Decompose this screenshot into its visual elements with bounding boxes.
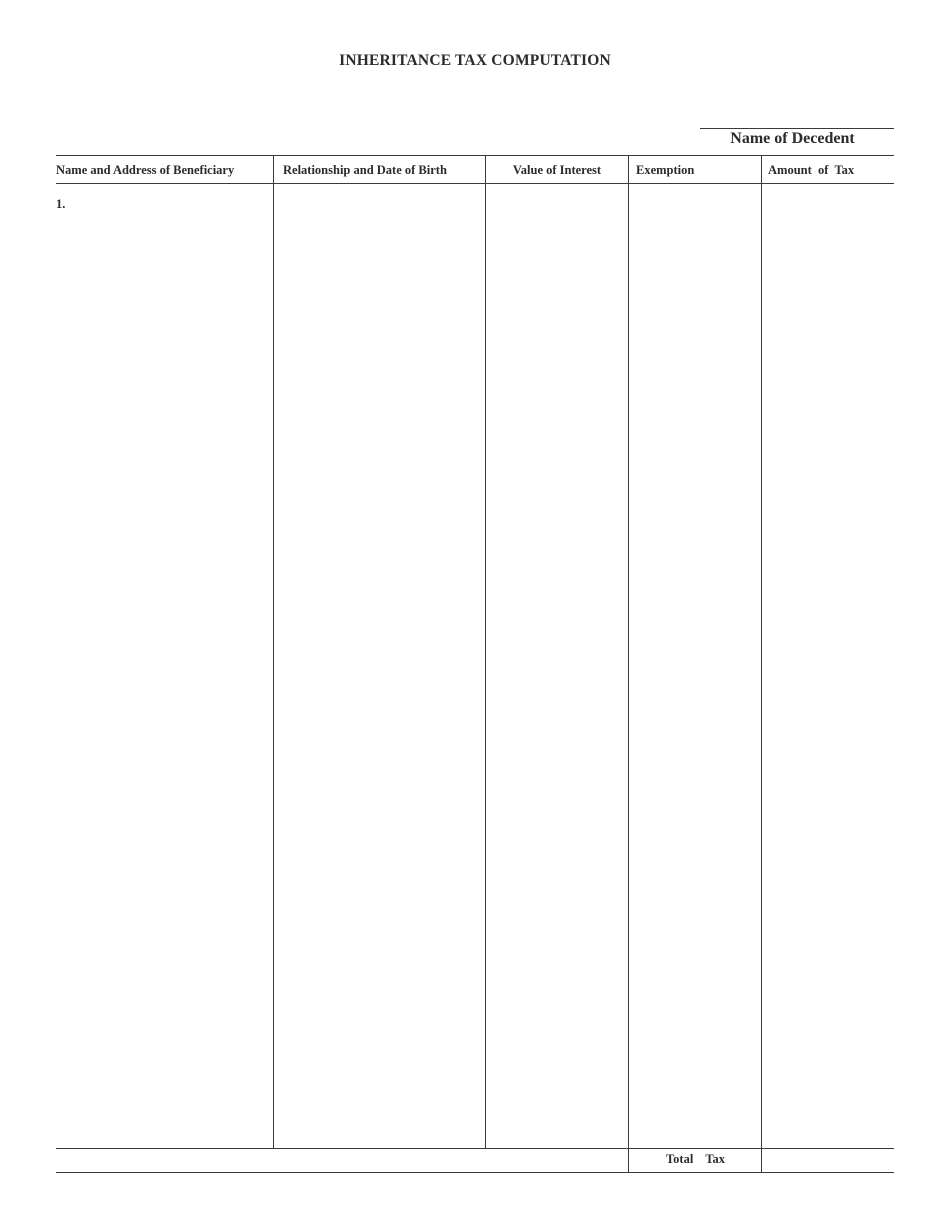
- row-number: 1.: [56, 197, 66, 211]
- amount-of-tax-entry-cell[interactable]: [762, 184, 894, 1148]
- total-tax-field[interactable]: [762, 1149, 894, 1172]
- total-tax-label: Total Tax: [665, 1152, 726, 1166]
- decedent-name-label: Name of Decedent: [730, 130, 855, 147]
- table-bottom-rule: [56, 1172, 894, 1173]
- header-value-of-interest: Value of Interest: [512, 163, 602, 177]
- header-exemption: Exemption: [636, 163, 695, 177]
- value-of-interest-entry-cell[interactable]: [486, 184, 628, 1148]
- decedent-name-line[interactable]: [700, 128, 894, 129]
- table-top-rule: [56, 155, 894, 156]
- exemption-entry-cell[interactable]: [629, 184, 761, 1148]
- form-title: INHERITANCE TAX COMPUTATION: [339, 52, 611, 69]
- header-relationship: Relationship and Date of Birth: [283, 163, 447, 177]
- header-beneficiary: Name and Address of Beneficiary: [56, 163, 235, 177]
- header-amount-of-tax: Amount of Tax: [768, 163, 855, 177]
- beneficiary-entry-cell[interactable]: [56, 184, 273, 1148]
- relationship-entry-cell[interactable]: [274, 184, 485, 1148]
